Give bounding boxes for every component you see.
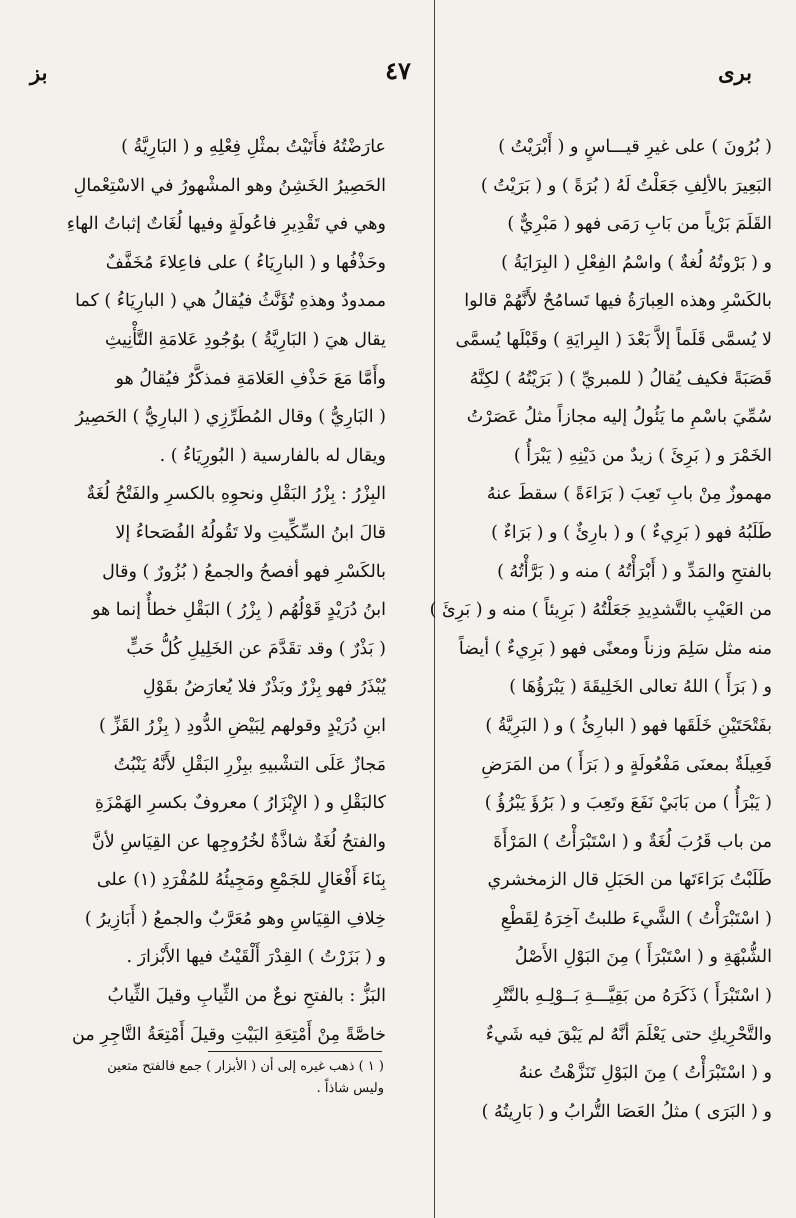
text-line: القَلَمَ بَرْياً من بَابِ رَمَى فهو ( مَبْرِيٌّ ) (507, 214, 772, 235)
text-line: قَصَبَةً فكيف يُقالُ ( للمبريِّ ) ( بَرَيْتُهُ ) لكِنَّهُ (469, 368, 772, 389)
text-line: لا يُسمَّى قَلَماً إلاَّ بَعْدَ ( البِرايَةِ ) وقَبْلَها يُسمَّى (455, 329, 772, 350)
text-line: كالبَقْلِ و ( الإِبْزَارُ ) معروفٌ بكسرِ الهَمْزَةِ (94, 793, 386, 814)
text-line: بالكَسْرِ وهذه العِبارَةُ فيها تَسامُحٌ لأَنَّهُمْ قالوا (464, 291, 772, 312)
text-line: مهموزٌ مِنْ بابِ تَعِبَ ( بَرَاءَةً ) سقطَ عنهُ (486, 484, 772, 505)
text-line: ويقال له بالفارسية ( البُورِيَاءُ ) . (159, 445, 386, 466)
text-line: ( البَارِيُّ ) وقال المُطَرِّزِي ( البارِيُّ ) الحَصِيرُ (75, 407, 386, 428)
text-line: بالفتحِ والمَدِّ و ( أَبْرَأْتُهُ ) منه و ( بَرَّأْتُهُ ) (497, 561, 772, 582)
text-line: ( بَذْرٌ ) وقد تقَدَّمَ عن الخَلِيلِ كُلُّ حَبٍّ (126, 638, 386, 659)
text-line: يُبْذَرُ فهو بِزْرٌ وبَذْرٌ فلا يُعارَضُ بقَوْلِ (142, 677, 386, 698)
text-line: يقال هيَ ( البَارِيَّةُ ) بوُجُودِ عَلامَةِ التَّأْنِيثِ (104, 329, 386, 350)
text-line: وحَذْفُها و ( البارِيَاءُ ) على فاعِلاءَ مُخَفَّفٌ (105, 252, 386, 273)
text-line: و ( بَرْوتُهُ لُغةٌ ) واسْمُ الفِعْلِ ( البِرَايَةُ ) (501, 252, 772, 273)
text-line: و ( بَزَرْتُ ) القِدْرَ أَلْقَيْتُ فيها الأَبْزارَ . (126, 947, 386, 968)
right-column (412, 128, 772, 1131)
text-line: من باب قَرُبَ لُغَةٌ و ( اسْتَبْرَأْتُ ) المَرْأَةَ (493, 831, 772, 852)
left-column (24, 128, 386, 1054)
text-line: والتَّحْرِيكِ حتى يَعْلَمَ أنَّهُ لم يَبْقَ فيه شَيءٌ (485, 1024, 772, 1045)
text-line: بِنَاءَ أَفْعَالٍ للجَمْعِ ومَجِيئُهُ للمُفْرَدِ (١) على (96, 870, 386, 891)
text-line: و ( بَرَأَ ) اللهُ تعالى الخَلِيقَةَ ( يَبْرَؤُهَا ) (509, 677, 772, 698)
text-line: ابنِ دُرَيْدٍ وقولهم لِبَيْضِ الدُّودِ ( بِزْرُ القَزِّ ) (98, 715, 386, 736)
text-line: مَجازٌ عَلَى التشْبيهِ ببِزْرِ البَقْلِ لأَنَّهُ يَنْبُتُ (113, 754, 386, 775)
page-number: ٤٧ (385, 56, 411, 85)
text-line: ( بُرُونَ ) على غيرِ قيـــاسٍ و ( أَبْرَيْتُ ) (498, 137, 772, 157)
text-line: من العَيْبِ بالتَّشدِيدِ جَعَلْتُهُ ( بَرِيئاً ) منه و ( بَرِئَ ) (429, 600, 772, 621)
text-line: خاصَّةً مِنْ أَمْتِعَةِ البَيْتِ وقيلَ أَمْتِعَةُ التَّاجِرِ من (72, 1024, 386, 1045)
text-line: قالَ ابنُ السِّكِّيتِ ولا تَقُولُهُ الفُصَحاءُ إلا (115, 522, 386, 543)
text-line: عارَضْتُهُ فأَتَيْتُ بمثْلِ فِعْلِهِ و ( البَارِيَّةُ ) (121, 137, 386, 157)
header-root-word: برى (718, 60, 752, 85)
text-line: الحَصِيرُ الخَشِنُ وهو المشْهورُ في الاسْتِعْمالِ (73, 175, 386, 196)
footnote-rule (208, 1051, 382, 1052)
text-line: ( اسْتَبْرَأْتُ ) الشَّيءَ طلبتُ آخِرَهُ لِقَطْعِ (500, 908, 772, 929)
text-line: منه مثل سَلِمَ وزناً ومعنًى فهو ( بَرِيءٌ ) أيضاً (458, 638, 772, 659)
text-line: و ( اسْتَبْرَأْتُ ) مِنَ البَوْلِ تَنَزَّهْتُ عنهُ (518, 1063, 772, 1084)
text-line: الشُّبْهَةِ و ( اسْتَبْرَأَ ) مِنَ البَوْلِ الأَصْلُ (514, 947, 772, 968)
text-line: والفتحُ لُغَةٌ شاذَّةٌ لخُرُوجِها عن القِيَاسِ لأنَّ (91, 831, 386, 852)
footnote-line: وليس شاذاً . (316, 1081, 384, 1096)
text-line: ( اسْتَبْرَأَ ) ذَكَرَهُ من بَقِيَّـــةِ بَــوْلِـهِ بالنَّتْرِ (493, 986, 772, 1007)
text-line: طَلَبُهُ فهو ( بَرِيءٌ ) و ( بارِئٌ ) و ( بَرَاءٌ ) (491, 522, 772, 543)
text-line: ممدودٌ وهذهِ تُؤَنَّثُ فيُقالُ هي ( البارِيَاءُ ) كما (75, 291, 386, 312)
text-line: الخَمْرَ و ( بَرِئَ ) زيدٌ من دَيْنِهِ ( يَبْرَأُ ) (513, 445, 772, 466)
header-root-word-left: بز (30, 60, 48, 85)
footnote (30, 1056, 384, 1100)
text-line: وهي في تَقْدِيرِ فاعُولَةٍ وفيها لُغَاتٌ إثباتُ الهاءِ (66, 214, 386, 235)
text-line: بفَتْحَتَيْنِ خَلَقَها فهو ( البارِئُ ) و ( البَرِيَّةُ ) (485, 715, 772, 736)
text-line: طَلَبْتُ بَرَاءَتَها من الحَبَلِ قال الزمخشري (487, 870, 772, 891)
text-line: وأَمَّا مَعَ حَذْفِ العَلامَةِ فمذكَّرٌ فيُقالُ هو (115, 368, 386, 389)
text-line: بالكَسْرِ فهو أفصحُ والجمعُ ( بُزُورٌ ) وقال (102, 561, 386, 582)
text-line: ( يَبْرَأُ ) من بَابَيْ نَفَعَ وتَعِبَ و ( بَرُؤَ يَبْرُؤُ ) (484, 793, 772, 814)
text-line: و ( البَرَى ) مثلُ العَصَا التُّرابُ و ( بَارِيتُهُ ) (481, 1101, 772, 1122)
text-line: ابنُ دُرَيْدٍ قَوْلُهُم ( بِزْرُ ) البَقْلِ خطأٌ إنما هو (91, 600, 386, 621)
footnote-line: ( ١ ) ذهب غيره إلى أن ( الأبزار ) جمع فالفتح متعين (107, 1059, 384, 1074)
text-line: سُمِّيَ باسْمِ ما يَئُولُ إليه مجازاً مثلُ عَصَرْتُ (466, 407, 772, 428)
text-line: البَعِيرَ بالألِفِ جَعَلْتُ لَهُ ( بُرَةً ) و ( بَرَيْتُ ) (480, 175, 772, 196)
text-line: خِلافِ القِيَاسِ وهو مُعَرَّبٌ والجمعُ ( أَبَازِيرُ ) (84, 908, 386, 929)
text-line: البِزْرُ : بِزْرُ البَقْلِ ونحوِهِ بالكسرِ والفَتْحُ لُغَةٌ (86, 484, 386, 505)
text-line: فَعِيلَةٌ بمعنَى مَفْعُولَةٍ و ( بَرَأَ ) من المَرَضِ (481, 754, 772, 775)
text-line: البَزُّ : بالفتحِ نوعٌ من الثِّيابِ وقيلَ الثِّيابُ (107, 986, 386, 1007)
